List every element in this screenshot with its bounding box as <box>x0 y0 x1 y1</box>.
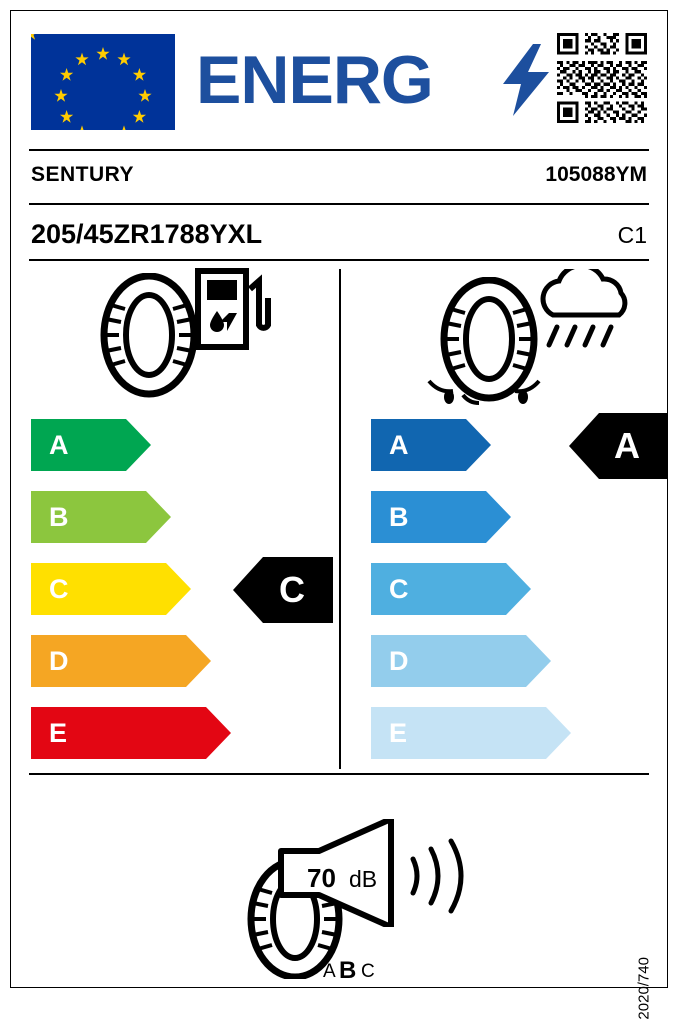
divider-noise <box>29 773 649 775</box>
noise-class-c: C <box>361 961 375 982</box>
regulation-reference: 2020/740 <box>636 957 653 1020</box>
wet-rating-marker <box>569 413 667 479</box>
fuel-grade-a-label: A <box>49 429 69 460</box>
wet-grade-b <box>371 491 511 543</box>
sound-waves-icon <box>407 833 467 919</box>
noise-class-a: A <box>323 961 336 982</box>
divider-brand <box>29 203 649 205</box>
fuel-grade-c <box>31 563 191 615</box>
speaker-icon <box>273 819 403 927</box>
wet-grade-d <box>371 635 551 687</box>
wet-grade-a-label: A <box>389 429 409 460</box>
fuel-pump-icon <box>193 263 271 353</box>
wet-grade-d-label: D <box>389 645 409 676</box>
fuel-grade-b-label: B <box>49 501 69 532</box>
wet-rating-value: A <box>614 425 640 466</box>
energy-wordmark: ENERG <box>196 42 433 118</box>
brand-name: SENTURY <box>31 163 135 186</box>
wet-grade-c-label: C <box>389 573 409 604</box>
wet-grade-b-label: B <box>389 501 409 532</box>
label-header <box>11 11 667 151</box>
noise-class-b: B <box>339 957 357 984</box>
product-sku: 105088YM <box>545 163 647 186</box>
fuel-rating-value: C <box>279 569 305 610</box>
divider-top <box>29 149 649 151</box>
tyre-icon-wet <box>419 277 549 412</box>
noise-unit: dB <box>349 866 378 892</box>
fuel-grade-c-label: C <box>49 573 69 604</box>
eu-flag <box>31 34 175 130</box>
tyre-class: C1 <box>617 222 647 248</box>
fuel-grade-d-label: D <box>49 645 69 676</box>
vertical-divider <box>339 269 341 769</box>
noise-section <box>11 781 667 987</box>
fuel-grade-d <box>31 635 211 687</box>
qr-code <box>557 33 647 123</box>
tyre-icon-fuel <box>89 273 209 398</box>
tyre-size: 205/45ZR1788YXL <box>31 219 263 249</box>
wet-grade-e <box>371 707 571 759</box>
fuel-grade-b <box>31 491 171 543</box>
fuel-grade-a <box>31 419 151 471</box>
fuel-grade-e <box>31 707 231 759</box>
fuel-grade-e-label: E <box>49 717 68 748</box>
lightning-bolt-icon <box>503 44 549 116</box>
divider-size <box>29 259 649 261</box>
eu-flag-stars <box>31 34 175 130</box>
fuel-rating-marker <box>233 557 333 623</box>
wet-grade-c <box>371 563 531 615</box>
tyre-energy-label <box>10 10 668 1020</box>
noise-value: 70 <box>307 863 336 893</box>
wet-grade-a <box>371 419 491 471</box>
wet-grade-e-label: E <box>389 717 408 748</box>
rain-cloud-icon <box>531 269 641 359</box>
